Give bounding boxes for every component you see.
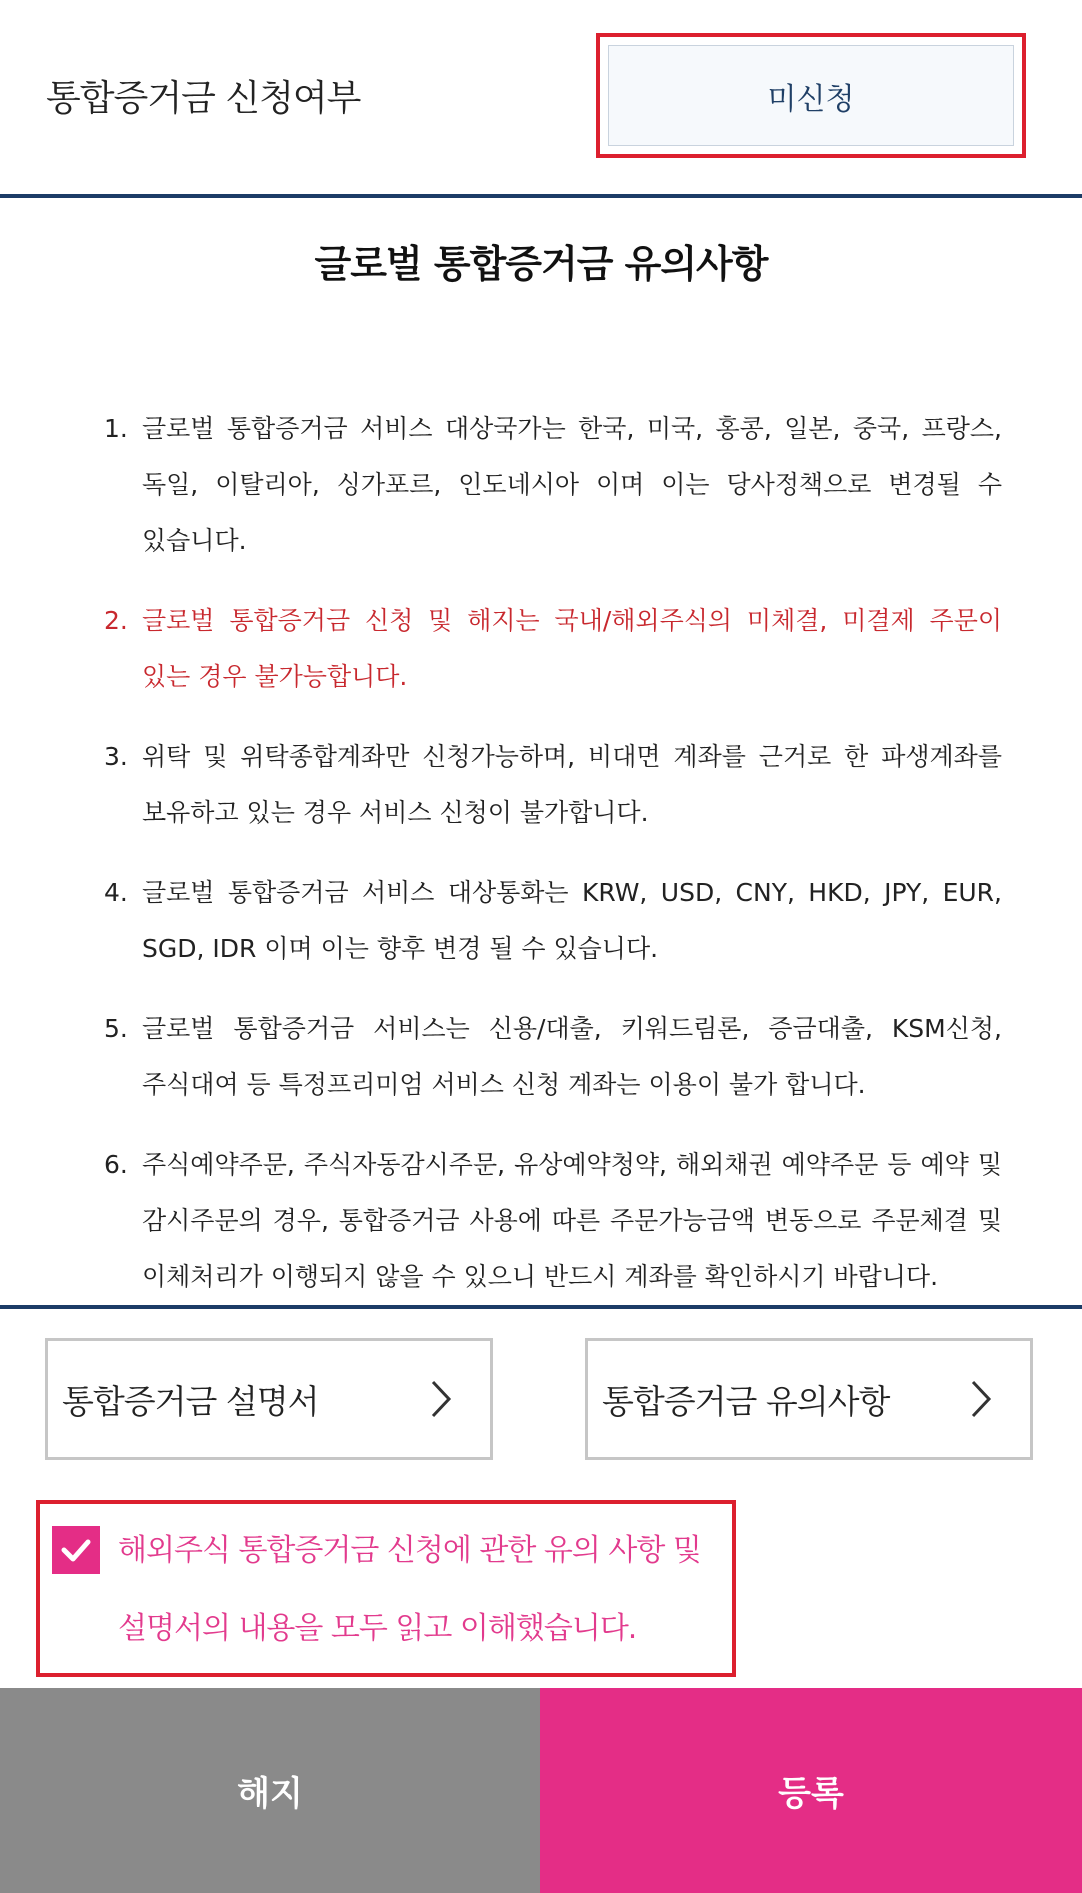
notice-panel[interactable]	[0, 198, 1082, 1305]
agreement-text: 해외주식 통합증거금 신청에 관한 유의 사항 및 설명서의 내용을 모두 읽고 이해했습니다.	[118, 1533, 701, 1646]
notice-doc-button[interactable]	[585, 1338, 1033, 1460]
status-highlight	[596, 33, 1026, 158]
notice-item-text: 위탁 및 위탁종합계좌만 신청가능하며, 비대면 계좌를 근거로 한 파생계좌를 보유하고 있는 경우 서비스 신청이 불가합니다.	[142, 742, 1002, 827]
header	[0, 0, 1082, 196]
notice-item-number: 5.	[104, 1014, 128, 1043]
content-divider	[0, 1305, 1082, 1309]
application-status-button[interactable]: 미신청	[608, 45, 1014, 146]
manual-button-label: 통합증거금 설명서	[62, 1381, 319, 1421]
manual-button[interactable]	[45, 1338, 493, 1460]
chevron-right-icon	[970, 1379, 992, 1419]
notice-title: 글로벌 통합증거금 유의사항	[314, 242, 768, 286]
agreement-checkbox[interactable]	[52, 1526, 100, 1574]
check-icon	[52, 1526, 100, 1574]
notice-item	[104, 401, 1002, 569]
register-button[interactable]: 등록	[540, 1688, 1082, 1893]
notice-item-number: 2.	[104, 606, 128, 635]
notice-item-text: 글로벌 통합증거금 서비스 대상국가는 한국, 미국, 홍콩, 일본, 중국, 프랑스, 독일, 이탈리아, 싱가포르, 인도네시아 이며 이는 당사정책으로 변경될 수 있습니다.	[142, 414, 1002, 555]
footer-actions	[0, 1688, 1082, 1893]
agreement-highlight	[36, 1500, 736, 1677]
notice-item-number: 1.	[104, 414, 128, 443]
notice-item	[104, 865, 1002, 977]
notice-item	[104, 1001, 1002, 1113]
notice-item	[104, 729, 1002, 841]
notice-item-warning	[104, 593, 1002, 705]
notice-doc-button-label: 통합증거금 유의사항	[602, 1381, 890, 1421]
notice-list	[104, 401, 1002, 1305]
cancel-button[interactable]: 해지	[0, 1688, 540, 1893]
notice-item-text: 글로벌 통합증거금 신청 및 해지는 국내/해외주식의 미체결, 미결제 주문이 있는 경우 불가능합니다.	[142, 606, 1002, 691]
chevron-right-icon	[430, 1379, 452, 1419]
notice-item-number: 6.	[104, 1150, 128, 1179]
notice-item	[104, 1137, 1002, 1305]
notice-item-text: 글로벌 통합증거금 서비스는 신용/대출, 키워드림론, 증금대출, KSM신청, 주식대여 등 특정프리미엄 서비스 신청 계좌는 이용이 불가 합니다.	[142, 1014, 1002, 1099]
notice-item-number: 3.	[104, 742, 128, 771]
notice-item-text: 글로벌 통합증거금 서비스 대상통화는 KRW, USD, CNY, HKD, JPY, EUR, SGD, IDR 이며 이는 향후 변경 될 수 있습니다.	[142, 878, 1002, 963]
header-label: 통합증거금 신청여부	[46, 78, 361, 119]
notice-item-number: 4.	[104, 878, 128, 907]
notice-item-text: 주식예약주문, 주식자동감시주문, 유상예약청약, 해외채권 예약주문 등 예약 및 감시주문의 경우, 통합증거금 사용에 따른 주문가능금액 변동으로 주문체결 및 이체처리가 이행되지 않을 수 있으니 반드시 계좌를 확인하시기 바랍니다.	[142, 1150, 1002, 1291]
